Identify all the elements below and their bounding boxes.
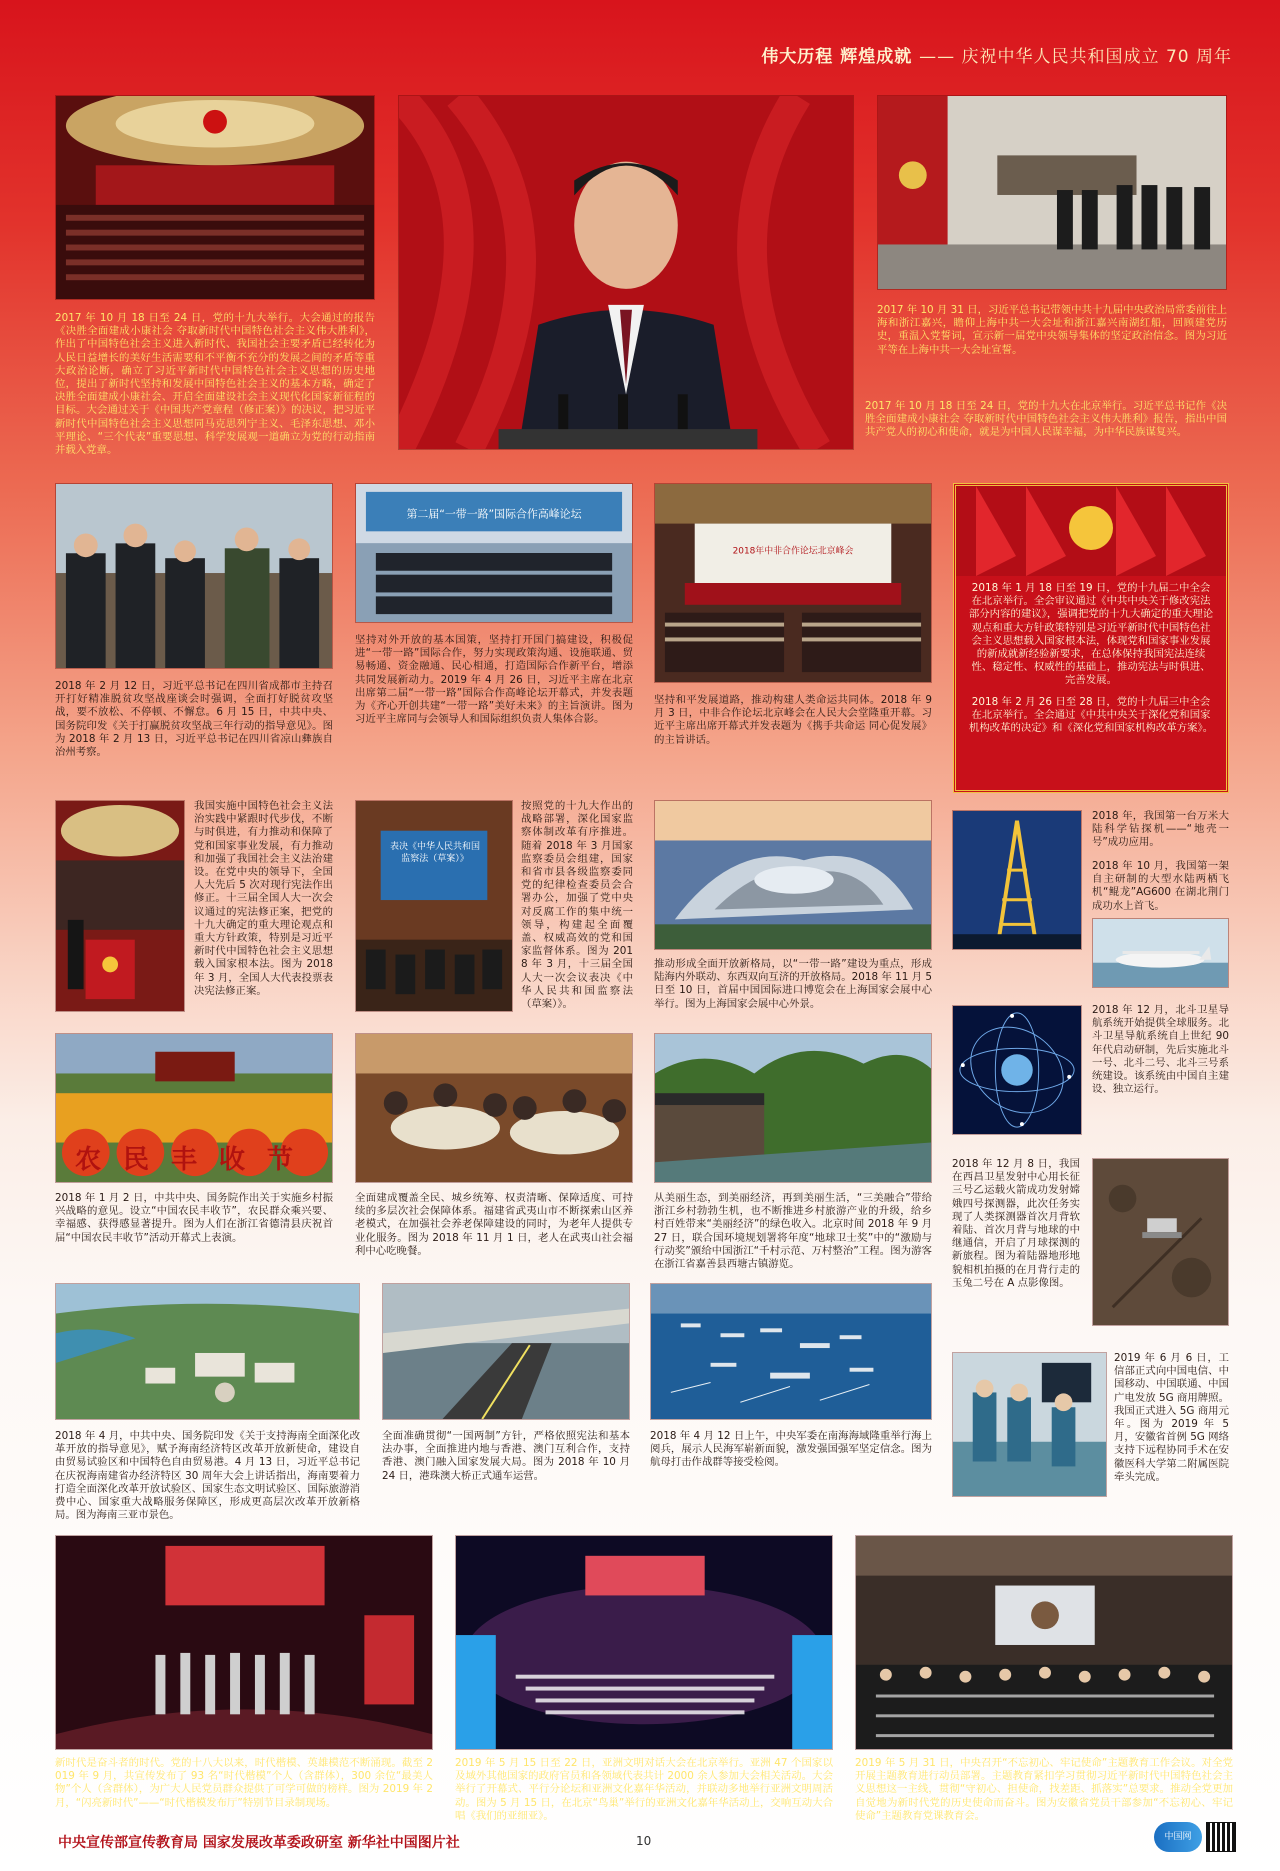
photo-theme-education bbox=[855, 1535, 1233, 1750]
caption-third-plenum: 2018 年 2 月 26 日至 28 日，党的十九届三中全会在北京举行。全会通过《中共中央关于深化党和国家机构改革的决定》和《深化党和国家机构改革方案》。 bbox=[968, 695, 1214, 735]
photo-party-site-oath bbox=[877, 95, 1227, 290]
caption-theme-education: 2019 年 5 月 31 日，中央召开“不忘初心、牢记使命”主题教育工作会议。对全党开展主题教育进行动员部署。主题教育紧扣学习贯彻习近平新时代中国特色社会主义思想这一主线，贯彻“守初心、担使命，找差距、抓落实”总要求。推动全党更加自觉地为新时代党的历史使命而奋斗。图为安徽省党员干部参加“不忘初心、牢记使命”主题教育党课教育会。 bbox=[855, 1757, 1233, 1822]
header-subtitle: —— 庆祝中华人民共和国成立 70 周年 bbox=[919, 47, 1232, 67]
photo-ancient-town bbox=[654, 1033, 932, 1183]
caption-supervision: 按照党的十九大作出的战略部署，深化国家监察体制改革有序推进。随着 2018 年 3 月国家监察委员会组建，国家和省市县各级监察委同党的纪律检查委员会合署办公，加强了党中央对反腐工作的集中统一领导，构建起全面覆盖、权威高效的党和国家监督体系。图为 2018 年 3 月，十三届全国人大一次会议表决《中华人民共和国监察法（草案）》。 bbox=[521, 800, 633, 1011]
caption-constitution: 我国实施中国特色社会主义法治实践中紧跟时代步伐，不断与时俱进，有力推动和保障了党和国家事业发展，有力推动和加强了我国社会主义法治建设。在党中央的领导下，全国人大先后 5 次对现行宪法作出修正。十三届全国人大一次会议通过的宪法修正案，把党的十九大确定的重大理论观点和重大方针政策，特别是习近平新时代中国特色社会主义思想载入国家根本法。图为 2018 年 3 月，全国人大代表投票表决宪法修正案。 bbox=[194, 800, 333, 997]
china-net-logo-icon: 中国网 bbox=[1154, 1822, 1202, 1852]
photo-naval-review bbox=[650, 1283, 932, 1420]
caption-drill: 2018 年，我国第一台万米大陆科学钻探机——“地壳一号”成功应用。 bbox=[1092, 810, 1229, 849]
photo-moon-rover bbox=[1092, 1158, 1229, 1326]
caption-rural-tourism: 从美丽生态，到美丽经济，再到美丽生活，“三美融合”带给浙江乡村勃勃生机，也不断推进乡村旅游产业的升级，给乡村百姓带来“美丽经济”的绿色收入。北京时间 2018 年 9 月 27 日，联合国环境规划署将年度“地球卫士奖”中的“激励与行动奖”颁给中国浙江“千村示范、万村整治”工程。图为游客在浙江省嘉善县西塘古镇游览。 bbox=[654, 1192, 932, 1271]
photo-seaplane bbox=[1092, 918, 1229, 988]
photo-leader-speech bbox=[398, 95, 854, 450]
caption-change4: 2018 年 12 月 8 日，我国在西昌卫星发射中心用长征三号乙运载火箭成功发射嫦娥四号探测器，此次任务实现了人类探测器首次月背软着陆、首次月背与地球的中继通信，开启了月球探测的新旅程。图为着陆器地形地貌相机拍摄的在月背行走的玉兔二号在 A 点影像图。 bbox=[952, 1158, 1080, 1289]
caption-19th-congress: 2017 年 10 月 18 日至 24 日，党的十九大举行。大会通过的报告《决胜全面建成小康社会 夺取新时代中国特色社会主义伟大胜利》，作出了中国特色社会主义进入新时代、我国社会主要矛盾已经转化为人民日益增长的美好生活需要和不平衡不充分的发展之间的矛盾等重大政治论断，确立了习近平新时代中国特色社会主义思想的历史地位，提出了新时代坚持和发展中国特色社会主义的基本方略，确定了决胜全面建成小康社会、开启全面建设社会主义现代化国家新征程的目标。大会通过关于《中国共产党章程（修正案）》的决议，把习近平新时代中国特色社会主义思想同马克思列宁主义、毛泽东思想、邓小平理论、“三个代表”重要思想、科学发展观一道确立为党的行动指南并载入党章。 bbox=[55, 312, 375, 457]
qr-code-icon bbox=[1206, 1822, 1236, 1852]
caption-asian-civilizations: 2019 年 5 月 15 日至 22 日，亚洲文明对话大会在北京举行。亚洲 47 个国家以及域外其他国家的政府官员和各领域代表共计 2000 余人参加大会相关活动。大会举行了开幕式、平行分论坛和亚洲文化嘉年华活动，并联动多地举行亚洲文明周活动。图为 5 月 15 日，在北京“鸟巢”举行的亚洲文化嘉年华活动上，交响互动大合唱《我们的亚细亚》。 bbox=[455, 1757, 833, 1822]
caption-harvest: 2018 年 1 月 2 日，中共中央、国务院作出关于实施乡村振兴战略的意见。设立“中国农民丰收节”，农民群众乘兴要、幸福感、获得感显著提升。图为人们在浙江省德清县庆祝首届“中国农民丰收节”活动开幕式上表演。 bbox=[55, 1192, 333, 1244]
supervision-screen-text: 表决《中华人民共和国监察法（草案）》 bbox=[389, 842, 480, 864]
photo-drill-rig bbox=[952, 810, 1082, 950]
photo-npc-vote bbox=[55, 800, 185, 1012]
photo-model-broadcast bbox=[55, 1535, 433, 1750]
caption-one-country: 全面准确贯彻“一国两制”方针，严格依照宪法和基本法办事，全面推进内地与香港、澳门互利合作，支持香港、澳门融入国家发展大局。图为 2018 年 10 月 24 日，港珠澳大桥正式通车运营。 bbox=[382, 1430, 630, 1482]
photo-congress-hall bbox=[55, 95, 375, 300]
caption-seaplane: 2018 年 10 月，我国第一架自主研制的大型水陆两栖飞机“鲲龙”AG600 在湖北荆门成功水上首飞。 bbox=[1092, 860, 1229, 912]
caption-first-congress-oath: 2017 年 10 月 31 日，习近平总书记带领中共十九届中央政治局常委前往上海和浙江嘉兴，瞻仰上海中共一大会址和浙江嘉兴南湖红船，回顾建党历史，重温入党誓词，宣示新一届党中央领导集体的坚定政治信念。图为习近平等在上海中共一大会址宣誓。 bbox=[877, 304, 1227, 356]
caption-5g: 2019 年 6 月 6 日，工信部正式向中国电信、中国移动、中国联通、中国广电发放 5G 商用牌照。我国正式进入 5G 商用元年。图为 2019 年 5 月，安徽省首例 5G 网络支持下远程协同手术在安徽医科大学第二附属医院牵头完成。 bbox=[1114, 1352, 1229, 1483]
photo-elderly-dinner bbox=[355, 1033, 633, 1183]
page-header bbox=[761, 42, 1232, 67]
caption-belt-road: 坚持对外开放的基本国策，坚持打开国门搞建设，积极促进“一带一路”国际合作，努力实现政策沟通、设施联通、贸易畅通、资金融通、民心相通，打造国际合作新平台，增添共同发展新动力。2019 年 4 月 26 日，习近平主席在北京出席第二届“一带一路”国际合作高峰论坛开幕式，并发表题为《齐心开创共建“一带一路”美好未来》的主旨演讲。图为习近平主席同与会领导人和国际组织负责人集体合影。 bbox=[355, 634, 633, 726]
photo-expo-center bbox=[654, 800, 932, 950]
photo-hzmb-bridge bbox=[382, 1283, 630, 1420]
photo-poverty-visit bbox=[55, 483, 333, 669]
photo-5g-surgery bbox=[952, 1352, 1107, 1497]
forum-banner-text: 第二届“一带一路”国际合作高峰论坛 bbox=[406, 507, 582, 521]
caption-poverty: 2018 年 2 月 12 日，习近平总书记在四川省成都市主持召开打好精准脱贫攻坚战座谈会时强调，全面打好脱贫攻坚战，要不放松、不停顿、不懈怠。6 月 15 日，中共中央、国务院印发《关于打赢脱贫攻坚战三年行动的指导意见》。图为 2018 年 2 月 13 日，习近平总书记在四川省凉山彝族自治州考察。 bbox=[55, 680, 333, 759]
caption-role-models: 新时代是奋斗者的时代。党的十八大以来，时代楷模、英雄模范不断涌现。截至 2019 年 9 月，共宣传发布了 93 名“时代楷模”个人（含群体），300 余位“最美人物”个人（含群体），为广大人民党员群众提供了可学可做的榜样。图为 2019 年 2 月，“闪亮新时代”——“时代楷模发布厅”特别节目录制现场。 bbox=[55, 1757, 433, 1809]
photo-belt-road-forum bbox=[355, 483, 633, 623]
caption-second-plenum: 2018 年 1 月 18 日至 19 日，党的十九届二中全会在北京举行。全会审议通过《中共中央关于修改宪法部分内容的建议》，强调把党的十九大确定的重大理论观点和重大方针政策特别是习近平新时代中国特色社会主义思想载入国家根本法，体现党和国家事业发展的新成就新经验新要求，在总体保持我国宪法连续性、稳定性、权威性的基础上，推动宪法与时俱进、完善发展。 bbox=[968, 582, 1214, 687]
caption-social-security: 全面建成覆盖全民、城乡统筹、权责清晰、保障适度、可持续的多层次社会保障体系。福建省武夷山市不断探索山区养老模式，在加强社会养老保障建设的同时，为老年人提供专业化服务。图为 2018 年 11 月 1 日，老人在武夷山社会福利中心吃晚餐。 bbox=[355, 1192, 633, 1257]
focac-banner-text: 2018年中非合作论坛北京峰会 bbox=[732, 546, 854, 557]
photo-supervision-law bbox=[355, 800, 513, 1012]
photo-beidou-satellites bbox=[952, 1005, 1082, 1135]
caption-beidou: 2018 年 12 月，北斗卫星导航系统开始提供全球服务。北斗卫星导航系统自上世纪 90 年代启动研制，先后实施北斗一号、北斗二号、北斗三号系统建设。该系统由中国自主建设、独立运行。 bbox=[1092, 1004, 1229, 1096]
party-emblem-icon bbox=[1069, 506, 1113, 550]
photo-asian-carnival bbox=[455, 1535, 833, 1750]
photo-hainan-coast bbox=[55, 1283, 360, 1420]
caption-import-expo: 推动形成全面开放新格局，以“一带一路”建设为重点，形成陆海内外联动、东西双向互济的开放格局。2018 年 11 月 5 日至 10 日，首届中国国际进口博览会在上海国家会展中心举行。图为上海国家会展中心外景。 bbox=[654, 958, 932, 1010]
caption-congress-report: 2017 年 10 月 18 日至 24 日，党的十九大在北京举行。习近平总书记作《决胜全面建成小康社会 夺取新时代中国特色社会主义伟大胜利》报告，指出中国共产党人的初心和使命，就是为中国人民谋幸福，为中华民族谋复兴。 bbox=[865, 400, 1227, 439]
photo-harvest-festival bbox=[55, 1033, 333, 1183]
page-number: 10 bbox=[636, 1834, 652, 1848]
footer-organizations: 中央宣传部宣传教育局 国家发展改革委政研室 新华社中国图片社 bbox=[58, 1835, 460, 1851]
photo-focac-summit bbox=[654, 483, 932, 683]
harvest-banner-text: 农民丰收节 bbox=[74, 1145, 315, 1175]
header-title: 伟大历程 辉煌成就 bbox=[761, 47, 913, 67]
caption-naval-review: 2018 年 4 月 12 日上午，中央军委在南海海域隆重举行海上阅兵，展示人民海军崭新面貌，激发强国强军坚定信念。图为航母打击作战群等接受检阅。 bbox=[650, 1430, 932, 1469]
plenum-box bbox=[953, 483, 1229, 793]
caption-hainan: 2018 年 4 月，中共中央、国务院印发《关于支持海南全面深化改革开放的指导意见》，赋予海南经济特区改革开放新使命，建设自由贸易试验区和中国特色自由贸易港。4 月 13 日，习近平总书记在庆祝海南建省办经济特区 30 周年大会上讲话指出，海南要着力打造全面深化改革开放试验区、国家生态文明试验区、国际旅游消费中心、国家重大战略服务保障区，形成更高层次改革开放新格局。图为海南三亚市景色。 bbox=[55, 1430, 360, 1522]
caption-focac: 坚持和平发展道路，推动构建人类命运共同体。2018 年 9 月 3 日，中非合作论坛北京峰会在人民大会堂隆重开幕。习近平主席出席开幕式并发表题为《携手共命运 同心促发展》的主旨讲话。 bbox=[654, 694, 932, 746]
